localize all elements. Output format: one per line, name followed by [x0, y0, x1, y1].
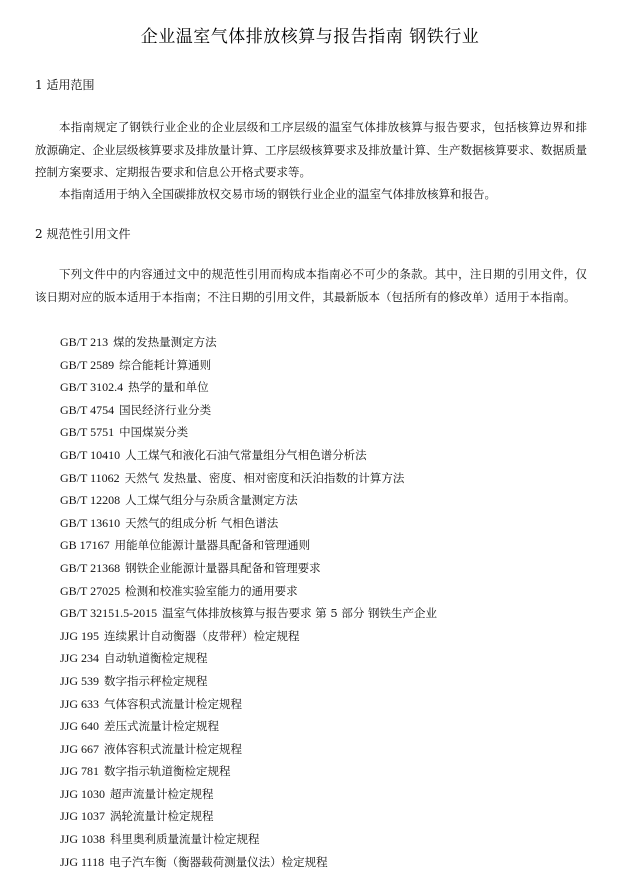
reference-item [60, 376, 437, 399]
reference-title: 电子汽车衡（衡器载荷测量仪法）检定规程 [109, 854, 328, 869]
reference-code: JJG 667 [60, 741, 100, 756]
reference-title: 气体容积式流量计检定规程 [104, 696, 243, 711]
reference-item [60, 715, 437, 738]
reference-item [60, 580, 437, 603]
reference-item [60, 331, 437, 354]
reference-code: GB/T 213 [60, 335, 109, 349]
section-heading-normative-references: 2 规范性引用文件 [35, 227, 131, 241]
reference-code: GB 17167 [60, 538, 110, 553]
reference-code: GB/T 10410 [60, 447, 121, 462]
reference-item [60, 602, 437, 625]
reference-item [60, 512, 437, 535]
reference-code: JJG 234 [60, 651, 100, 666]
reference-code: GB/T 12208 [60, 493, 121, 508]
reference-item [60, 851, 437, 874]
reference-title: 煤的发热量测定方法 [113, 335, 217, 349]
reference-code: GB/T 11062 [60, 470, 120, 485]
reference-code: GB/T 13610 [60, 515, 121, 530]
reference-code: JJG 781 [60, 764, 100, 779]
reference-item [60, 670, 437, 693]
reference-item [60, 421, 437, 444]
reference-title: 连续累计自动衡器（皮带秤）检定规程 [104, 628, 300, 643]
reference-item [60, 625, 437, 648]
reference-title: 科里奥利质量流量计检定规程 [110, 832, 260, 847]
reference-code: JJG 1038 [60, 832, 106, 847]
reference-item [60, 738, 437, 761]
reference-item [60, 647, 437, 670]
reference-code: GB/T 27025 [60, 583, 121, 598]
reference-title: 人工煤气组分与杂质含量测定方法 [125, 493, 298, 508]
document-title: 企业温室气体排放核算与报告指南 钢铁行业 [140, 27, 480, 47]
reference-code: JJG 539 [60, 673, 100, 688]
reference-code: GB/T 3102.4 [60, 380, 124, 395]
reference-item [60, 805, 437, 828]
reference-code: GB/T 2589 [60, 357, 115, 372]
reference-title: 温室气体排放核算与报告要求 第 5 部分 钢铁生产企业 [162, 606, 438, 621]
scope-paragraph-2: 本指南适用于纳入全国碳排放权交易市场的钢铁行业企业的温室气体排放核算和报告。 [59, 187, 496, 201]
reference-code: GB/T 32151.5-2015 [60, 606, 158, 621]
reference-list [60, 331, 437, 873]
reference-title: 涡轮流量计检定规程 [110, 809, 214, 824]
reference-title: 用能单位能源计量器具配备和管理通则 [114, 538, 311, 553]
reference-title: 综合能耗计算通则 [119, 357, 212, 372]
references-intro-paragraph: 下列文件中的内容通过文中的规范性引用而构成本指南必不可少的条款。其中，注日期的引用文件，仅该日期对应的版本适用于本指南；不注日期的引用文件，其最新版本（包括所有的修改单）适用于本指南。 [35, 267, 587, 304]
reference-code: JJG 1037 [60, 809, 106, 824]
reference-title: 天然气 发热量、密度、相对密度和沃泊指数的计算方法 [124, 470, 405, 485]
reference-title: 国民经济行业分类 [119, 402, 212, 417]
reference-item [60, 444, 437, 467]
reference-title: 差压式流量计检定规程 [104, 719, 220, 734]
reference-title: 液体容积式流量计检定规程 [104, 741, 243, 756]
scope-paragraph-1: 本指南规定了钢铁行业企业的企业层级和工序层级的温室气体排放核算与报告要求，包括核算边界和排放源确定、企业层级核算要求及排放量计算、工序层级核算要求及排放量计算、生产数据核算要求、数据质量控制方案要求、定期报告要求和信息公开格式要求等。 [35, 120, 587, 180]
reference-item [60, 354, 437, 377]
reference-title: 数字指示轨道衡检定规程 [104, 764, 231, 779]
reference-title: 天然气的组成分析 气相色谱法 [125, 515, 279, 530]
reference-code: GB/T 21368 [60, 560, 121, 575]
reference-item [60, 557, 437, 580]
reference-title: 热学的量和单位 [128, 380, 209, 395]
reference-code: JJG 1118 [60, 854, 105, 869]
reference-item [60, 399, 437, 422]
reference-item [60, 783, 437, 806]
reference-title: 超声流量计检定规程 [110, 786, 214, 801]
reference-code: JJG 195 [60, 628, 100, 643]
reference-title: 人工煤气和液化石油气常量组分气相色谱分析法 [125, 447, 367, 462]
reference-title: 中国煤炭分类 [119, 425, 189, 440]
reference-item [60, 534, 437, 557]
reference-item [60, 467, 437, 490]
reference-title: 检测和校准实验室能力的通用要求 [125, 583, 298, 598]
reference-item [60, 489, 437, 512]
reference-item [60, 760, 437, 783]
section-heading-scope: 1 适用范围 [35, 78, 95, 92]
reference-item [60, 693, 437, 716]
reference-item [60, 828, 437, 851]
reference-code: JJG 1030 [60, 786, 106, 801]
reference-code: GB/T 4754 [60, 402, 115, 417]
reference-code: JJG 633 [60, 696, 100, 711]
reference-code: JJG 640 [60, 719, 100, 734]
reference-title: 钢铁企业能源计量器具配备和管理要求 [125, 560, 321, 575]
reference-title: 数字指示秤检定规程 [104, 673, 208, 688]
reference-title: 自动轨道衡检定规程 [104, 651, 208, 666]
reference-code: GB/T 5751 [60, 425, 115, 440]
